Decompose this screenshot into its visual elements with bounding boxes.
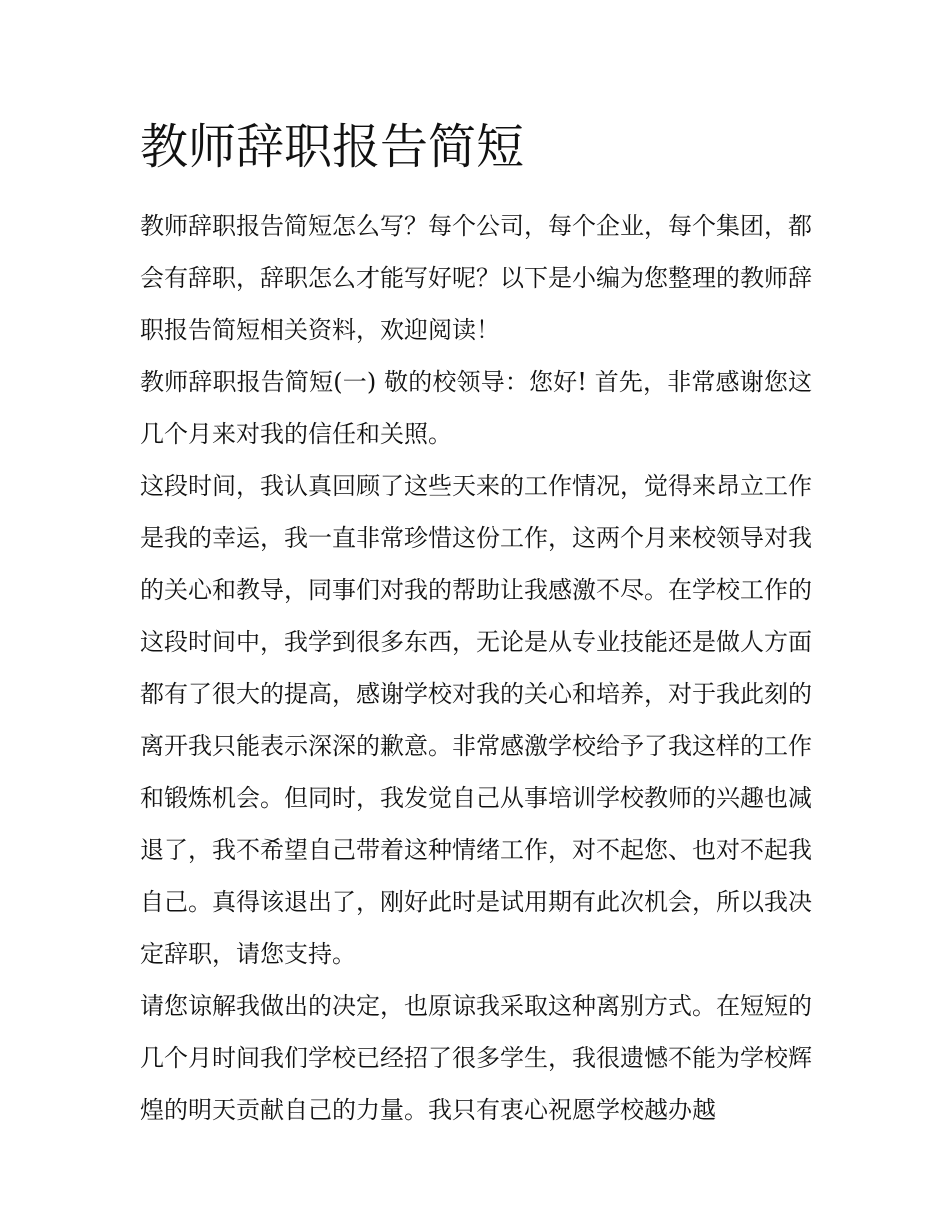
- paragraph-intro: 教师辞职报告简短怎么写？每个公司，每个企业，每个集团，都会有辞职，辞职怎么才能写好呢？以下是小编为您整理的教师辞职报告简短相关资料，欢迎阅读！: [140, 212, 812, 344]
- paragraph-greeting: 教师辞职报告简短(一) 敬的校领导：您好! 首先，非常感谢您这几个月来对我的信任和关照。: [140, 368, 812, 448]
- paragraph-reflection: 这段时间，我认真回顾了这些天来的工作情况，觉得来昂立工作是我的幸运，我一直非常珍惜这份工作，这两个月来校领导对我的关心和教导，同事们对我的帮助让我感激不尽。在学校工作的这段时间中，我学到很多东西，无论是从专业技能还是做人方面都有了很大的提高，感谢学校对我的关心和培养，对于我此刻的离开我只能表示深深的歉意。非常感激学校给予了我这样的工作和锻炼机会。但同时，我发觉自己从事培训学校教师的兴趣也减退了，我不希望自己带着这种情绪工作，对不起您、也对不起我自己。真得该退出了，刚好此时是试用期有此次机会，所以我决定辞职，请您支持。: [140, 472, 812, 968]
- document-title: 教师辞职报告简短: [140, 119, 525, 175]
- paragraph-apology: 请您谅解我做出的决定，也原谅我采取这种离别方式。在短短的几个月时间我们学校已经招了很多学生，我很遗憾不能为学校辉煌的明天贡献自己的力量。我只有衷心祝愿学校越办越: [140, 992, 812, 1124]
- document-body: [140, 112, 812, 1136]
